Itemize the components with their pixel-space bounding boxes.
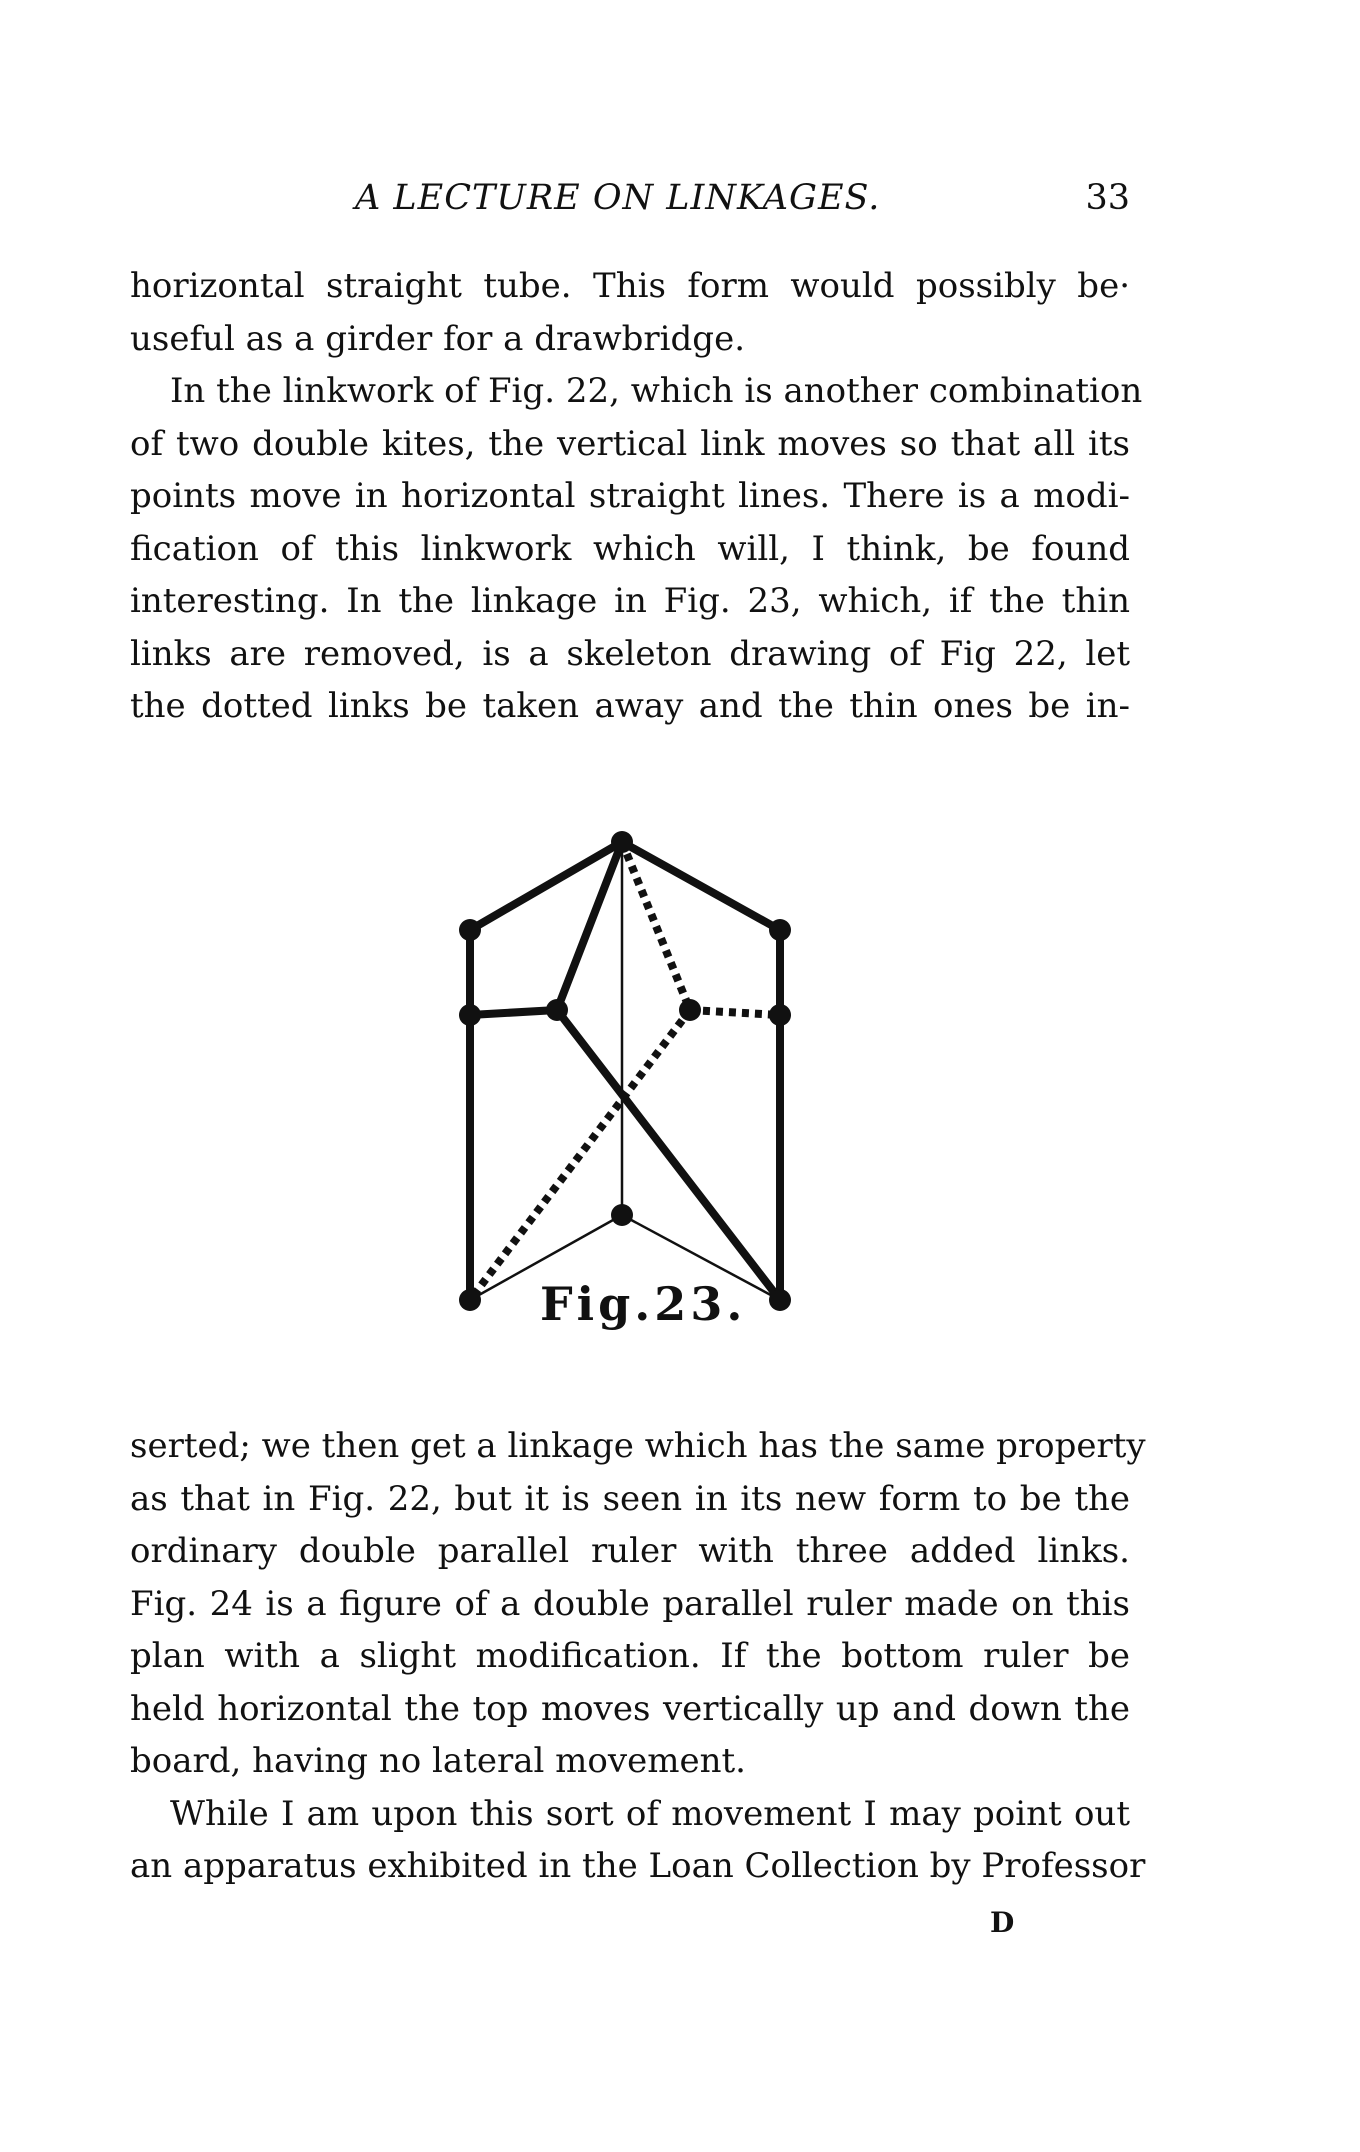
figure-23: [450, 820, 810, 1340]
text-block-top: [130, 260, 1143, 733]
thick-links: [470, 842, 780, 1300]
paragraph-continued: [130, 260, 1130, 365]
thin-links: [470, 842, 780, 1300]
text-line: interesting. In the linkage in Fig. 23, which, if the thin: [130, 581, 1130, 621]
page-number: 33: [1085, 178, 1130, 218]
joint-right-bottom: [769, 1289, 791, 1311]
running-head: [130, 178, 1130, 228]
joint-right-top: [769, 919, 791, 941]
dotted-link-upper: [622, 842, 690, 1010]
text-line: points move in horizontal straight lines. There is a modi-: [130, 476, 1130, 516]
joint-right-inner: [679, 999, 701, 1021]
thick-link-long-diagonal: [557, 1010, 780, 1300]
joint-left-inner: [546, 999, 568, 1021]
dotted-links: [470, 842, 780, 1300]
joint-left-top: [459, 919, 481, 941]
text-line: In the linkwork of Fig. 22, which is another combination: [170, 371, 1143, 411]
thick-link-top-right: [622, 842, 780, 930]
thick-link-left-arm: [470, 1010, 557, 1015]
joint-left-bottom: [459, 1289, 481, 1311]
dotted-link-right-arm: [690, 1010, 780, 1015]
paragraph-fig22: [130, 365, 1143, 733]
text-line: the dotted links be taken away and the thin ones be in-: [130, 686, 1130, 726]
joint-right-mid: [769, 1004, 791, 1026]
thick-link-top-left: [470, 842, 622, 930]
text-line: links are removed, is a skeleton drawing of Fig 22, let: [130, 633, 1130, 674]
text-line: While I am upon this sort of movement I may point out: [170, 1793, 1130, 1834]
running-title: A LECTURE ON LINKAGES.: [355, 178, 881, 218]
joint-lower-center: [611, 1204, 633, 1226]
paragraph-apparatus: [130, 1788, 1146, 1893]
signature-mark: D: [990, 1906, 1015, 1939]
text-line: fication of this linkwork which will, I think, be found: [130, 528, 1130, 569]
text-line: serted; we then get a linkage which has the same property: [130, 1426, 1146, 1466]
paragraph-serted: [130, 1420, 1146, 1788]
linkage-diagram: [450, 820, 810, 1340]
joint-apex: [611, 831, 633, 853]
text-line: horizontal straight tube. This form would possibly be·: [130, 266, 1130, 306]
text-line: as that in Fig. 22, but it is seen in its new form to be the: [130, 1478, 1130, 1519]
text-line: held horizontal the top moves vertically up and down the: [130, 1688, 1130, 1729]
text-line: Fig. 24 is a figure of a double parallel ruler made on this: [130, 1583, 1130, 1624]
text-line: board, having no lateral movement.: [130, 1741, 746, 1781]
thick-link-upper-diagonal: [557, 842, 622, 1010]
joint-left-mid: [459, 1004, 481, 1026]
text-block-bottom: [130, 1420, 1146, 1893]
text-line: of two double kites, the vertical link moves so that all its: [130, 423, 1130, 464]
text-line: plan with a slight modification. If the bottom ruler be: [130, 1636, 1130, 1676]
figure-caption: Fig.23.: [540, 1277, 747, 1331]
text-line: useful as a girder for a drawbridge.: [130, 318, 746, 359]
dotted-link-long-diagonal: [470, 1010, 690, 1300]
text-line: an apparatus exhibited in the Loan Collection by Professor: [130, 1846, 1146, 1886]
text-line: ordinary double parallel ruler with three added links.: [130, 1531, 1130, 1571]
